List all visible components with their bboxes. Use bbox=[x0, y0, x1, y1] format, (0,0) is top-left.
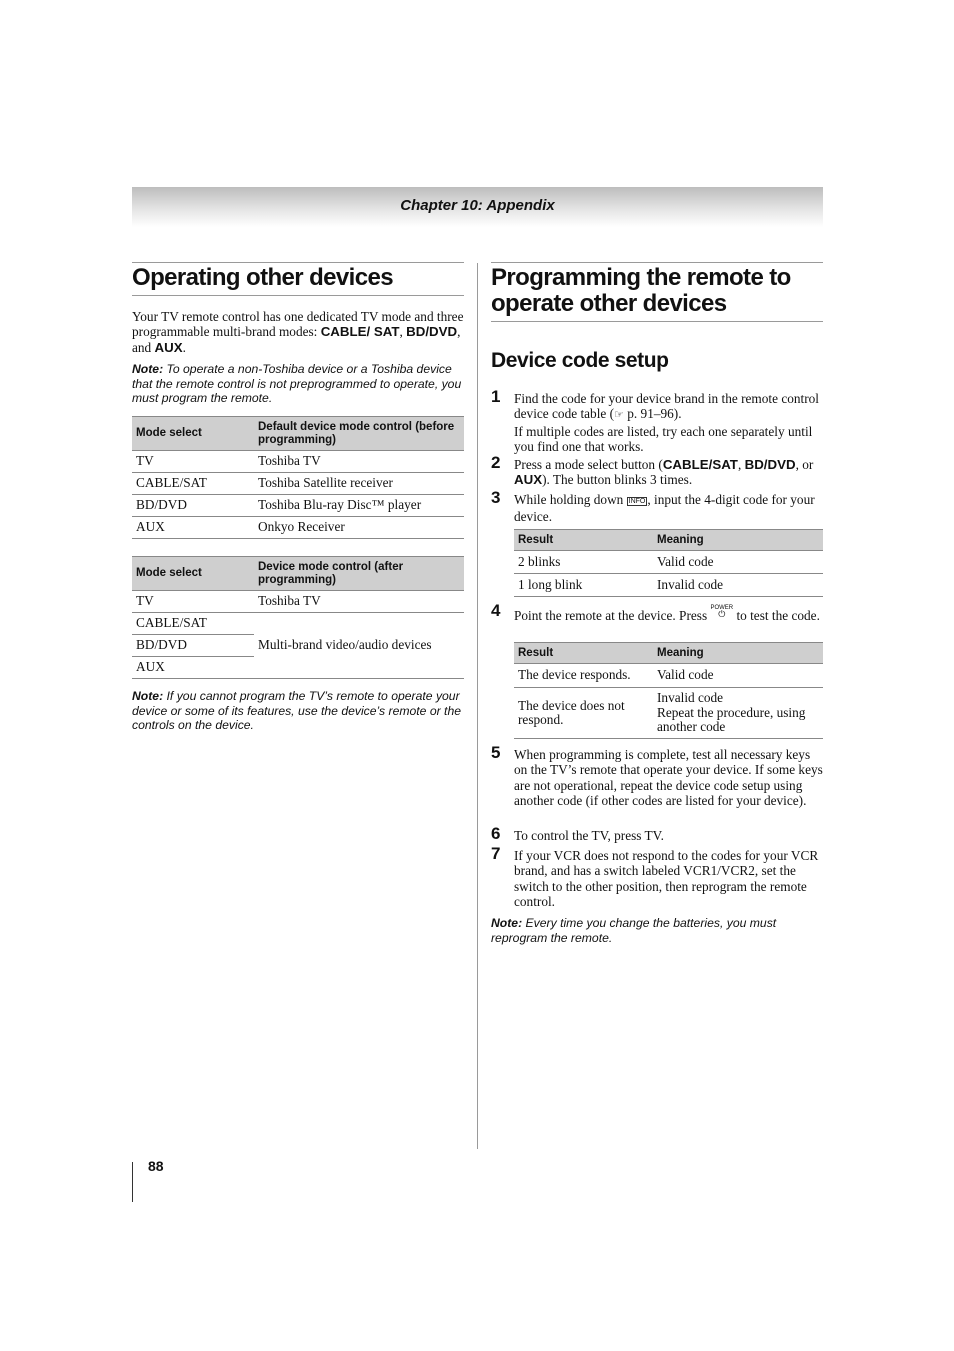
table-header: Meaning bbox=[653, 530, 823, 551]
right-heading-bottom-rule bbox=[491, 321, 823, 322]
step-number: 5 bbox=[491, 743, 501, 762]
table-row: 1 long blink Invalid code bbox=[514, 574, 823, 597]
table-header: Result bbox=[514, 530, 653, 551]
table-row: The device does not respond. Invalid code Repeat the procedure, using another code bbox=[514, 688, 823, 739]
blink-result-table bbox=[514, 529, 823, 597]
table-header: Default device mode control (before programming) bbox=[254, 417, 464, 451]
step-7: If your VCR does not respond to the codes for your VCR brand, and has a switch labeled VCR1/VCR2, set the switch to the other position, then reprogram the remote control. bbox=[514, 848, 819, 909]
page-number-rule bbox=[132, 1162, 133, 1202]
power-button-icon: POWER ⏻ bbox=[710, 605, 734, 619]
subheading: Device code setup bbox=[491, 349, 669, 372]
table-row: AUX bbox=[132, 657, 464, 679]
table-row: CABLE/SAT Multi-brand video/audio devices bbox=[132, 613, 464, 635]
page-number: 88 bbox=[148, 1158, 164, 1174]
intro-paragraph: Your TV remote control has one dedicated TV mode and three programmable multi-brand modes: CABLE/ SAT, BD/DVD, and AUX. bbox=[132, 309, 464, 355]
step-number: 2 bbox=[491, 453, 501, 472]
right-heading: Programming the remote to operate other devices bbox=[491, 264, 791, 317]
table-header: Meaning bbox=[653, 643, 823, 664]
chapter-header-bar bbox=[132, 187, 823, 227]
device-response-table bbox=[514, 642, 823, 739]
step-3: While holding down INFO , input the 4-digit code for your device. bbox=[514, 492, 815, 525]
left-heading: Operating other devices bbox=[132, 264, 393, 291]
step-6: To control the TV, press TV. bbox=[514, 828, 664, 843]
right-heading-top-rule bbox=[491, 262, 823, 263]
table-row: TV Toshiba TV bbox=[132, 451, 464, 473]
column-divider bbox=[477, 263, 478, 1149]
step-number: 1 bbox=[491, 387, 501, 406]
note-3: Note: Every time you change the batteries, you must reprogram the remote. bbox=[491, 916, 777, 945]
programmed-mode-table bbox=[132, 556, 464, 679]
note-1: Note: To operate a non-Toshiba device or a Toshiba device that the remote control is not preprogrammed to operate, you must program the remote. bbox=[132, 362, 462, 405]
default-mode-table bbox=[132, 416, 464, 539]
chapter-title: Chapter 10: Appendix bbox=[400, 197, 555, 214]
table-header: Device mode control (after programming) bbox=[254, 557, 464, 591]
table-row: AUX Onkyo Receiver bbox=[132, 517, 464, 539]
step-number: 4 bbox=[491, 601, 501, 620]
left-heading-bottom-rule bbox=[132, 295, 464, 296]
table-row: TV Toshiba TV bbox=[132, 591, 464, 613]
step-number: 6 bbox=[491, 824, 501, 843]
step-4: Point the remote at the device. Press POWER ⏻ to test the code. bbox=[514, 605, 820, 623]
left-heading-top-rule bbox=[132, 262, 464, 263]
step-5: When programming is complete, test all necessary keys on the TV’s remote that operate your device. If some keys are not operational, repeat the device code setup using another code (if other codes are listed for your device). bbox=[514, 747, 823, 808]
table-header: Mode select bbox=[132, 417, 254, 451]
reference-icon: ☞ bbox=[614, 409, 624, 422]
info-button-icon: INFO bbox=[628, 498, 646, 505]
table-row: BD/DVD bbox=[132, 635, 464, 657]
step-number: 3 bbox=[491, 488, 501, 507]
step-2: Press a mode select button (CABLE/SAT, BD/DVD, or AUX). The button blinks 3 times. bbox=[514, 457, 814, 488]
merged-cell: Multi-brand video/audio devices bbox=[254, 613, 464, 679]
table-row: 2 blinks Valid code bbox=[514, 551, 823, 574]
table-row: CABLE/SAT Toshiba Satellite receiver bbox=[132, 473, 464, 495]
table-header: Mode select bbox=[132, 557, 254, 591]
table-header: Result bbox=[514, 643, 653, 664]
step-1: Find the code for your device brand in the remote control device code table (☞ p. 91–96). If multiple codes are listed, try each one separately until you find one that works. bbox=[514, 391, 819, 454]
table-row: The device responds. Valid code bbox=[514, 664, 823, 688]
note-2: Note: If you cannot program the TV’s remote to operate your device or some of its features, use the device’s remote or the controls on the device. bbox=[132, 689, 462, 732]
step-number: 7 bbox=[491, 844, 501, 863]
table-row: BD/DVD Toshiba Blu-ray Disc™ player bbox=[132, 495, 464, 517]
